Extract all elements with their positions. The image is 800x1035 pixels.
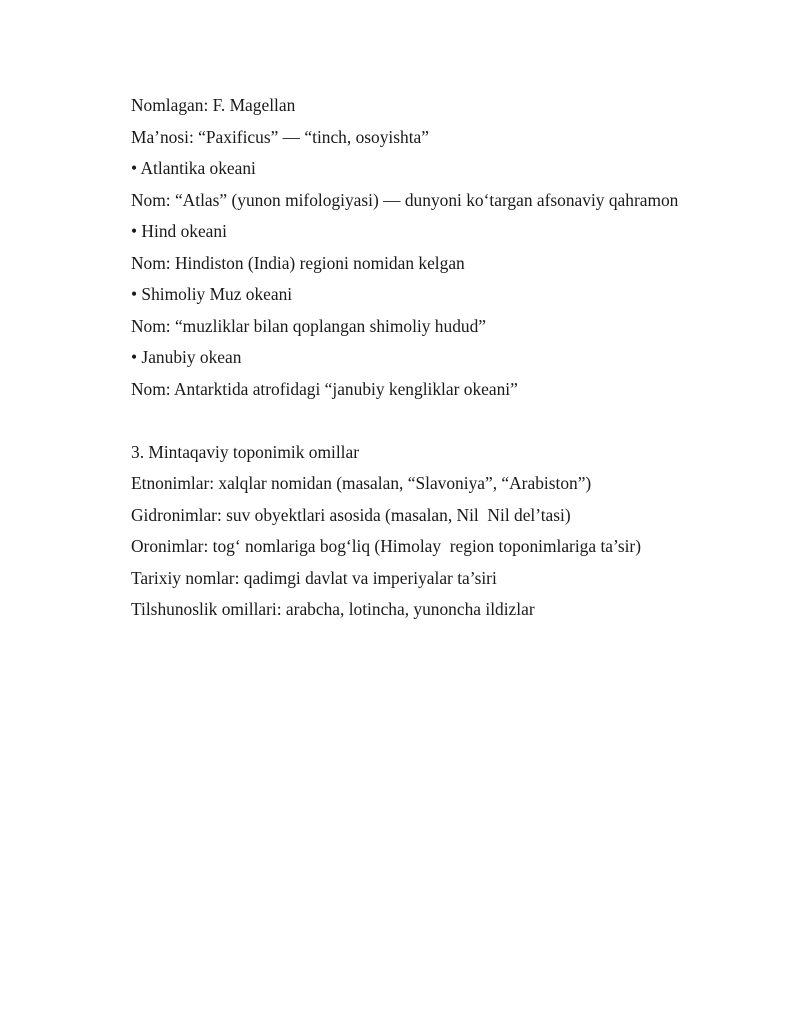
text-line: Nom: Hindiston (India) regioni nomidan kelgan [131, 252, 465, 273]
bullet-item: • Hind okeani [131, 221, 227, 241]
text-line: Tilshunoslik omillari: arabcha, lotincha, yunoncha ildizlar [131, 599, 535, 619]
text-line: Tarixiy nomlar: qadimgi davlat va imperiyalar ta’siri [131, 567, 497, 588]
text-line: Nom: “Atlas” (yunon mifologiyasi) — dunyoni ko‘targan afsonaviy qahramon [131, 189, 679, 210]
text-line: Nom: “muzliklar bilan qoplangan shimoliy hudud” [131, 315, 486, 336]
bullet-item: • Shimoliy Muz okeani [131, 284, 293, 304]
document-body [131, 92, 771, 628]
text-line: Nomlagan: F. Magellan [131, 95, 296, 115]
section-heading: 3. Mintaqaviy toponimik omillar [131, 441, 359, 462]
text-line: Ma’nosi: “Paxificus” — “tinch, osoyishta” [131, 126, 429, 147]
text-line: Oronimlar: tog‘ nomlariga bog‘liq (Himolay region toponimlariga ta’sir) [131, 536, 642, 556]
paragraph-gap [131, 407, 771, 439]
text-line: Etnonimlar: xalqlar nomidan (masalan, “Slavoniya”, “Arabiston”) [131, 473, 592, 493]
text-line: Nom: Antarktida atrofidagi “janubiy kengliklar okeani” [131, 378, 518, 399]
bullet-item: • Janubiy okean [131, 347, 242, 367]
text-line: Gidronimlar: suv obyektlari asosida (masalan, Nil Nil del’tasi) [131, 504, 571, 525]
bullet-item: • Atlantika okeani [131, 158, 256, 178]
